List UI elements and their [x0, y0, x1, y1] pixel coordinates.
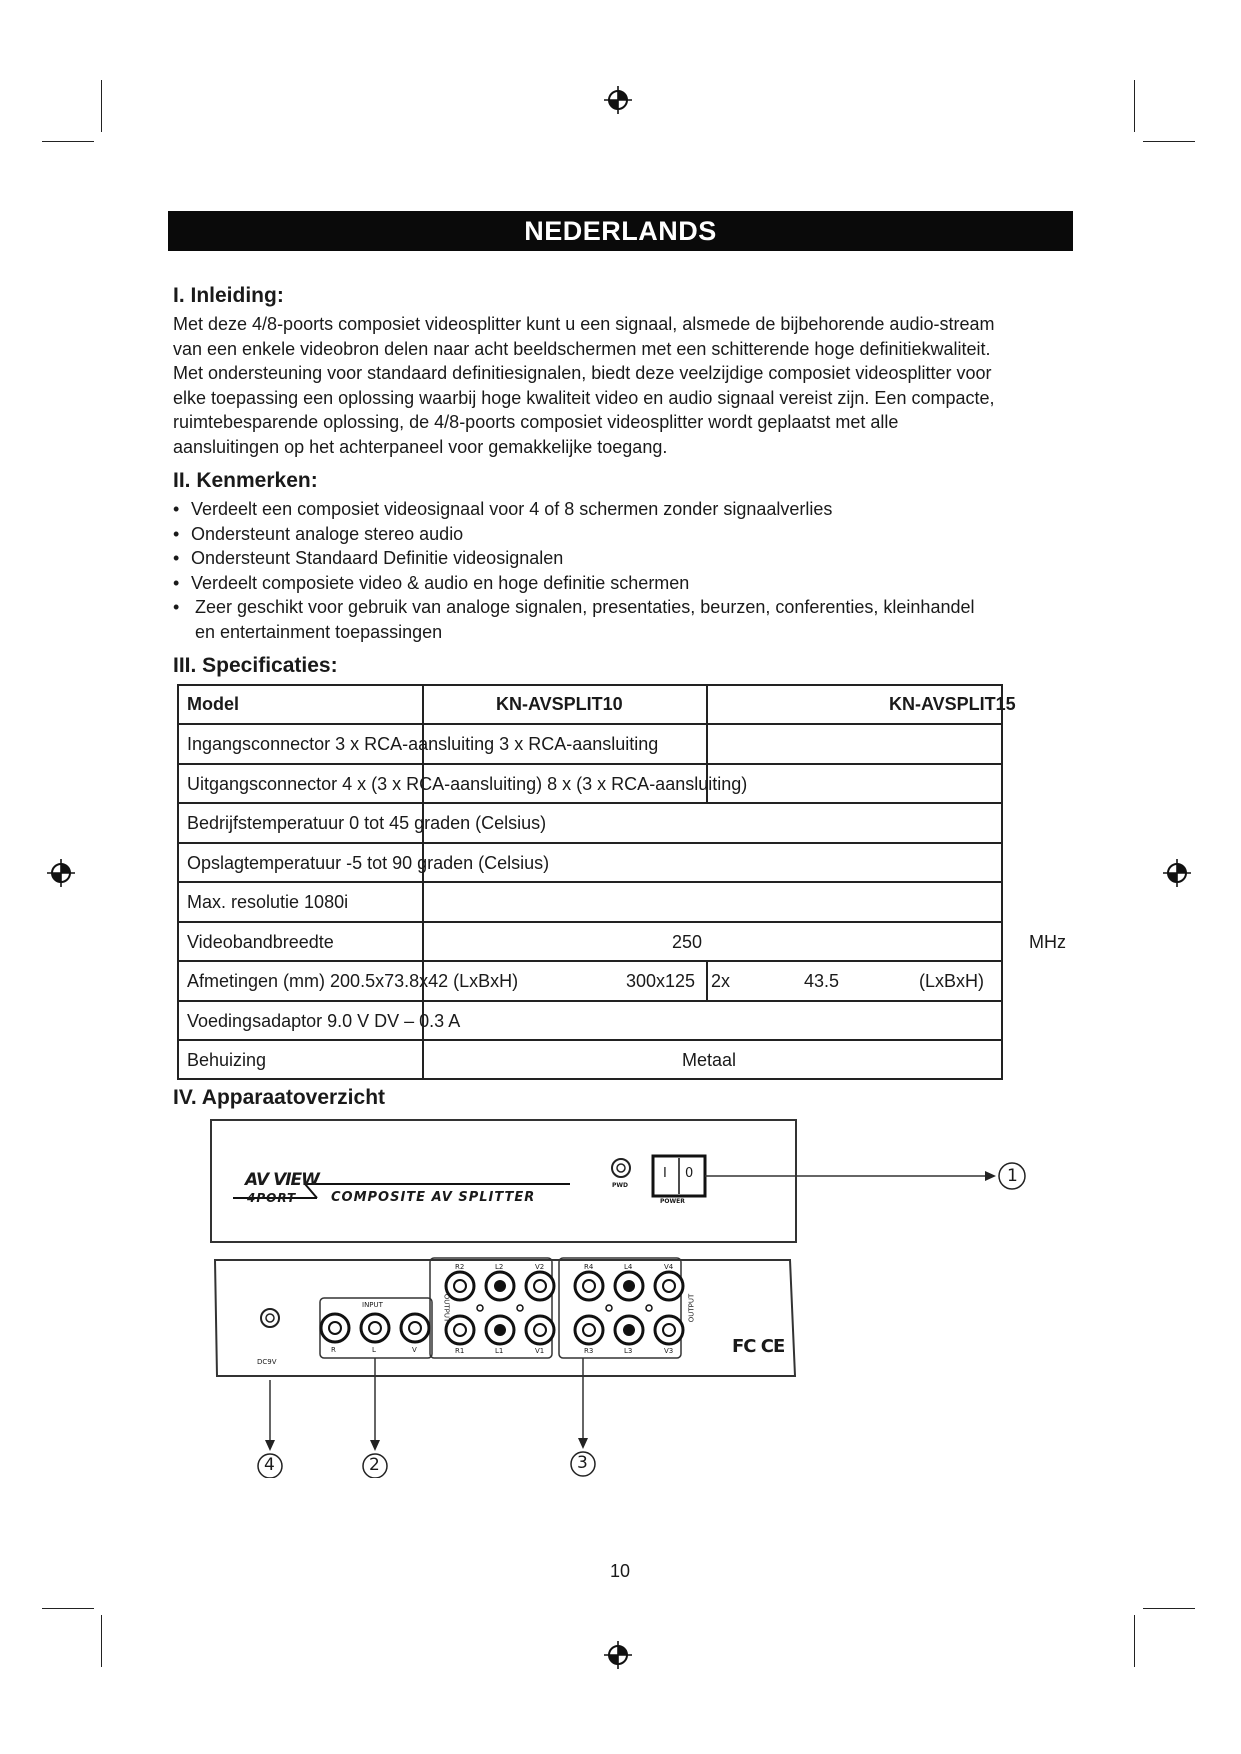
- rca-input-jacks: [321, 1314, 429, 1342]
- spec-table: [177, 684, 1016, 1080]
- port-badge: 4PORT: [247, 1191, 297, 1205]
- product-name: COMPOSITE AV SPLITTER: [331, 1190, 536, 1205]
- device-drawing: [205, 1118, 1045, 1478]
- crop-mark-bl-h: [42, 1608, 94, 1609]
- page-number: 10: [609, 1561, 631, 1581]
- output-jack-label: R1: [455, 1347, 465, 1355]
- intro-line: Met deze 4/8-poorts composiet videosplitter kunt u een signaal, alsmede de bijbehorende audio-stream: [173, 314, 995, 334]
- table-row-max-resolutie: Max. resolutie 1080i: [187, 892, 349, 912]
- table-row-videobandbreedte-label: Videobandbreedte: [187, 932, 334, 952]
- pwd-label: PWD: [612, 1182, 628, 1189]
- output-jack-label: V3: [664, 1347, 674, 1355]
- table-border-bottom: [177, 1078, 1003, 1080]
- registration-mark-right-icon: [1162, 858, 1192, 888]
- table-header-kn-avsplit10: KN-AVSPLIT10: [496, 694, 623, 714]
- section-title-overview: IV. Apparaatoverzicht: [173, 1086, 386, 1109]
- power-label: POWER: [660, 1198, 685, 1205]
- list-item-continuation: en entertainment toepassingen: [195, 621, 443, 642]
- list-item: • Ondersteunt Standaard Definitie videosignalen: [173, 546, 1073, 571]
- arrow-right-icon: [985, 1171, 996, 1181]
- crop-mark-tl-v: [101, 80, 102, 132]
- table-row-afmetingen-part: (LxBxH): [919, 971, 985, 991]
- output-jack-label: V2: [535, 1263, 545, 1271]
- table-row-bedrijfstemperatuur: Bedrijfstemperatuur 0 tot 45 graden (Celsius): [187, 813, 547, 833]
- input-jack-label: R: [331, 1346, 336, 1354]
- intro-paragraph: [173, 312, 1073, 460]
- arrow-down-icon: [370, 1440, 380, 1451]
- table-row-ingangsconnector: Ingangsconnector 3 x RCA-aansluiting 3 x RCA-aansluiting: [187, 734, 659, 754]
- output-label-left: OUTPUT: [442, 1293, 451, 1323]
- output-jack-label: L3: [624, 1347, 633, 1355]
- table-row-voedingsadaptor: Voedingsadaptor 9.0 V DV – 0.3 A: [187, 1011, 461, 1031]
- intro-line: aansluitingen op het achterpaneel voor gemakkelijke toegang.: [173, 436, 668, 457]
- features-list: [173, 497, 1073, 645]
- switch-on-label: I: [663, 1166, 667, 1181]
- output-jack-label: R4: [584, 1263, 594, 1271]
- crop-mark-tr-v: [1134, 80, 1135, 132]
- language-banner: NEDERLANDS: [168, 211, 1073, 251]
- table-row-afmetingen-part: 2x: [711, 971, 731, 991]
- table-row-uitgangsconnector: Uitgangsconnector 4 x (3 x RCA-aansluiting) 8 x (3 x RCA-aansluiting): [187, 774, 748, 794]
- intro-line: ruimtebesparende oplossing, de 4/8-poorts composiet videosplitter wordt geplaatst met alle: [173, 412, 899, 433]
- input-jack-label: V: [412, 1346, 417, 1354]
- device-diagram: [205, 1118, 1045, 1478]
- crop-mark-tr-h: [1143, 141, 1195, 142]
- table-row-videobandbreedte-unit: MHz: [1029, 932, 1066, 952]
- registration-mark-bottom-icon: [603, 1640, 633, 1670]
- crop-mark-tl-h: [42, 141, 94, 142]
- table-col-rule: [706, 960, 708, 1000]
- list-item: • Verdeelt een composiet videosignaal voor 4 of 8 schermen zonder signaalverlies: [173, 497, 1073, 522]
- table-row-afmetingen-part: 43.5: [804, 971, 840, 991]
- table-row-afmetingen: Afmetingen (mm) 200.5x73.8x42 (LxBxH): [187, 971, 519, 991]
- callout-2-label: 2: [369, 1455, 380, 1475]
- table-header-kn-avsplit15: KN-AVSPLIT15: [889, 694, 1016, 714]
- table-border-right: [1001, 684, 1003, 1080]
- output-jack-label: V1: [535, 1347, 545, 1355]
- table-border-left: [177, 684, 179, 1080]
- dc-label: DC9V: [257, 1358, 277, 1366]
- output-jack-label: L2: [495, 1263, 504, 1271]
- crop-mark-bl-v: [101, 1615, 102, 1667]
- table-row-behuizing-label: Behuizing: [187, 1050, 267, 1070]
- switch-off-label: 0: [685, 1166, 694, 1181]
- list-item: • Zeer geschikt voor gebruik van analoge signalen, presentaties, beurzen, conferenties, kleinhandel: [173, 595, 1073, 620]
- section-title-specs: III. Specificaties:: [173, 654, 338, 677]
- output-jack-label: L4: [624, 1263, 633, 1271]
- list-item: • Ondersteunt analoge stereo audio: [173, 522, 1073, 547]
- intro-line: elke toepassing een oplossing waarbij hoge kwaliteit video en audio signaal vereist zijn. Een compacte,: [173, 387, 995, 408]
- callout-4-label: 4: [264, 1455, 275, 1475]
- list-item: • Verdeelt composiete video & audio en hoge definitie schermen: [173, 571, 1073, 596]
- table-row-videobandbreedte-value: 250: [672, 932, 703, 952]
- arrow-down-icon: [578, 1438, 588, 1449]
- table-header-model: Model: [187, 694, 239, 714]
- section-title-features: II. Kenmerken:: [173, 469, 318, 492]
- output-label-right: OUTPUT: [687, 1293, 696, 1323]
- output-jack-label: L1: [495, 1347, 504, 1355]
- section-title-intro: I. Inleiding:: [173, 284, 284, 307]
- output-jack-label: R2: [455, 1263, 465, 1271]
- certification-marks: FC CE: [732, 1336, 785, 1357]
- intro-line: van een enkele videobron delen naar acht beeldschermen met een schitterende hoge definitiekwaliteit.: [173, 338, 991, 359]
- table-row-opslagtemperatuur: Opslagtemperatuur -5 tot 90 graden (Celsius): [187, 853, 550, 873]
- callout-3-label: 3: [577, 1453, 588, 1473]
- brand-logo: AV VIEW: [245, 1170, 319, 1190]
- table-row-behuizing-value: Metaal: [682, 1050, 737, 1070]
- crop-mark-br-h: [1143, 1608, 1195, 1609]
- input-jack-label: L: [372, 1346, 376, 1354]
- crop-mark-br-v: [1134, 1615, 1135, 1667]
- registration-mark-left-icon: [46, 858, 76, 888]
- callout-1-label: 1: [1007, 1166, 1018, 1186]
- input-label: INPUT: [362, 1301, 383, 1309]
- output-jack-label: V4: [664, 1263, 674, 1271]
- registration-mark-top-icon: [603, 85, 633, 115]
- intro-line: Met ondersteuning voor standaard definitiesignalen, biedt deze veelzijdige composiet videosplitter voor: [173, 363, 992, 384]
- output-jack-label: R3: [584, 1347, 594, 1355]
- arrow-down-icon: [265, 1440, 275, 1451]
- table-row-afmetingen-part: 300x125: [626, 971, 696, 991]
